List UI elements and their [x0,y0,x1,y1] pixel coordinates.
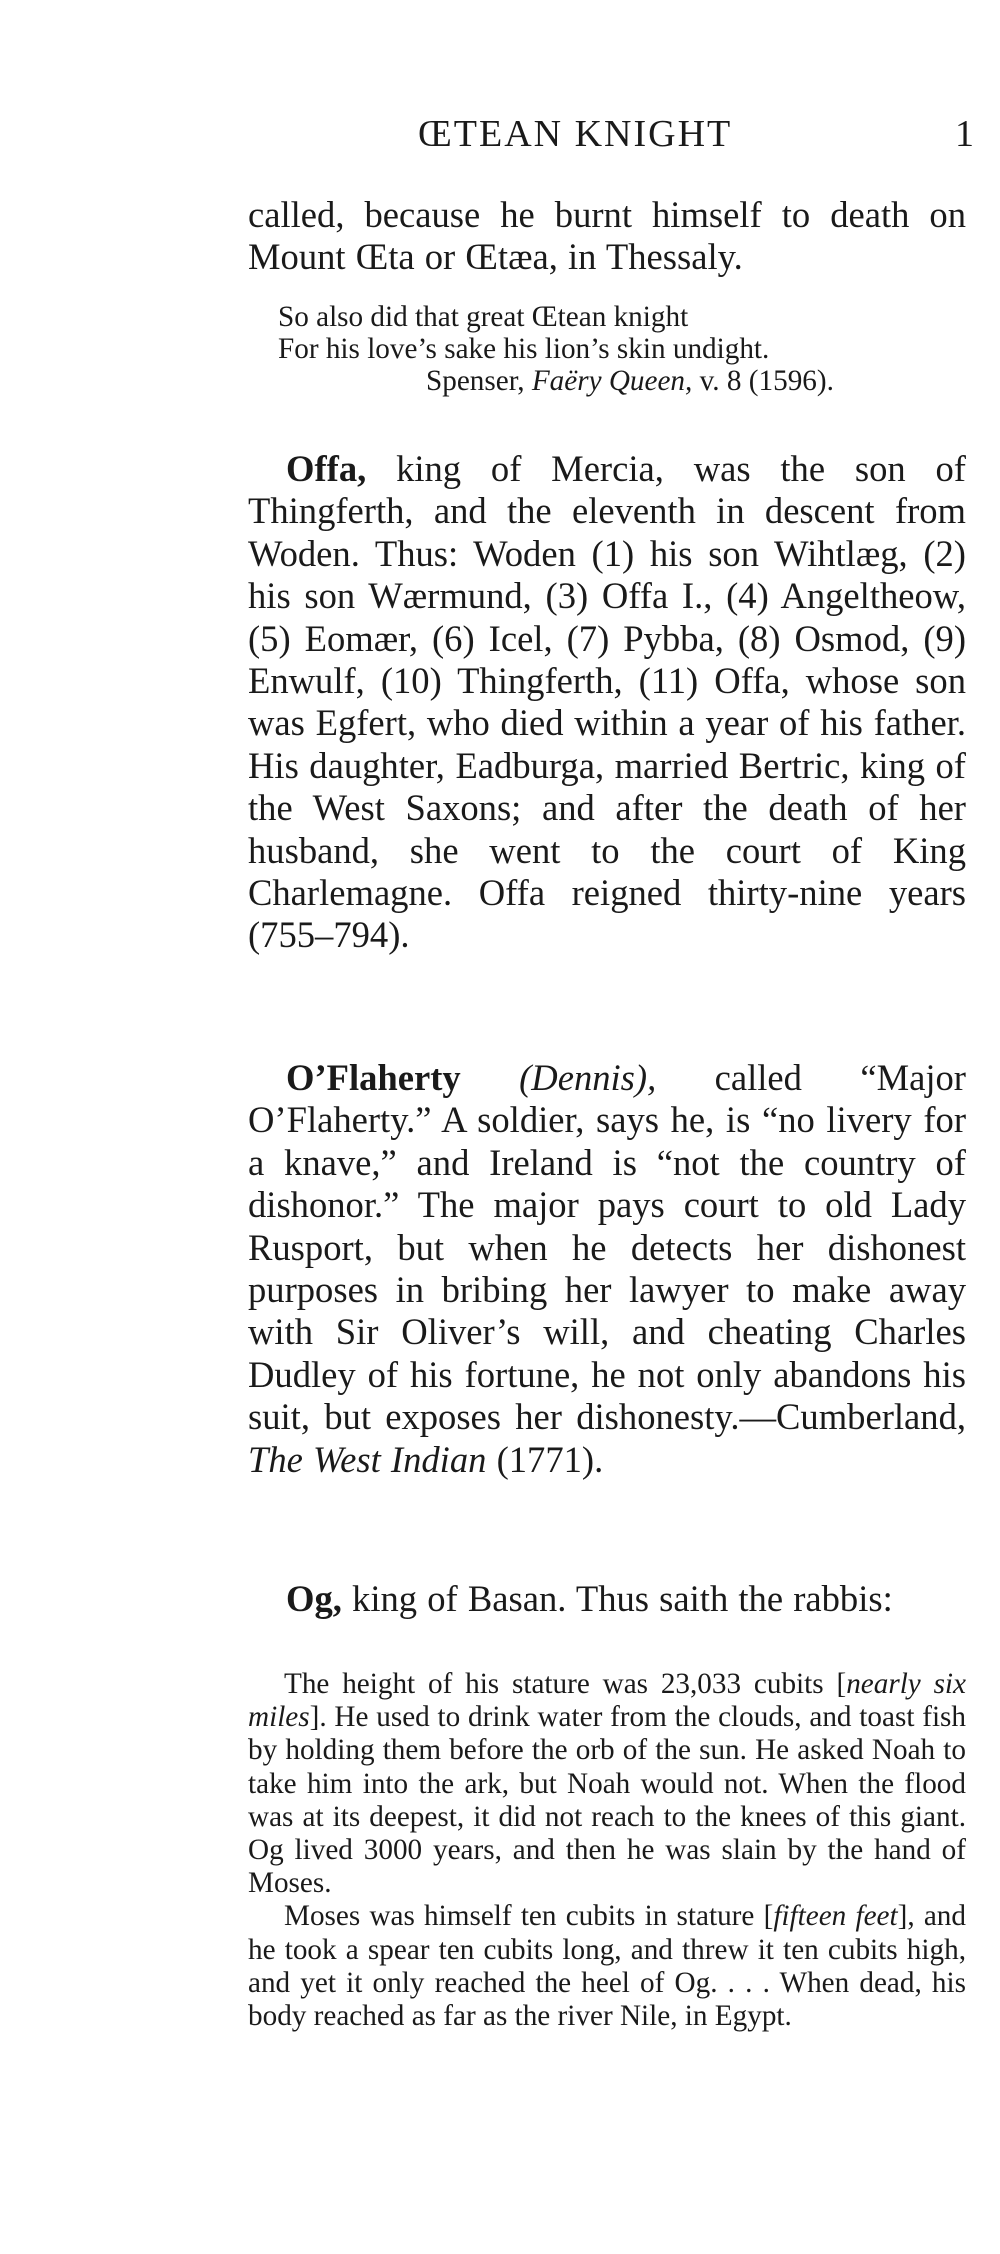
offa-paragraph [248,448,966,957]
og-quote-1-italic: nearly six miles [248,1668,966,1734]
quote-citation [248,365,966,397]
oflaherty-text: called “Major O’Flaherty.” A soldier, says he, is “no livery for a knave,” and Ireland is “not the country of dishonor.” The major pays court to old Lady Rusport, but when he detects her dishonest purposes in bribing her lawyer to make away with Sir Oliver’s will, and cheating Charles Dudley of his fortune, he not only abandons his suit, but exposes her dishonesty.—Cumberland, [248,1057,966,1438]
og-headword: Og, [286,1578,342,1619]
offa-text: king of Mercia, was the son of Thingferth, and the eleventh in descent from Woden. Thus: Woden (1) his son Wihtlæg, (2) his son Wærmund, (3) Offa I., (4) Angeltheow, (5) Eomær, (6) Icel, (7) Pybba, (8) Osmod, (9) Enwulf, (10) Thingferth, (11) Offa, whose son was Egfert, who died within a year of his father. His daughter, Eadburga, married Bertric, king of the West Saxons; and after the death of her husband, she went to the court of King Charlemagne. Offa reigned thirty-nine years (755–794). [248,448,966,956]
page-number: 1 [955,113,976,155]
oflaherty-year: (1771). [496,1438,604,1480]
citation-work: Faëry Queen, [531,365,693,397]
offa-headword: Offa, [286,448,367,489]
quote-line-1: So also did that great Œtean knight [278,301,689,333]
og-paragraph [248,1578,966,1620]
intro-paragraph [248,194,966,279]
og-quote-1a: The height of his stature was 23,033 cubits [ [284,1668,847,1700]
og-quote-paragraph-2 [248,1900,966,2033]
og-quote-1b: ]. He used to drink water from the clouds, and toast fish by holding them before the orb of the sun. He asked Noah to take him into the ark, but Noah would not. When the flood was at its deepest, it did not reach to the knees of this giant. Og lived 3000 years, and then he was slain by the hand of Moses. [248,1701,966,1900]
oflaherty-paragraph [248,1057,966,1481]
intro-text: called, because he burnt himself to death on Mount Œta or Œtæa, in Thessaly. [248,194,966,278]
entry-offa [248,448,966,957]
citation-author: Spenser, [426,365,525,397]
quote-line-2: For his love’s sake his lion’s skin undight. [278,333,770,365]
oflaherty-work: The West Indian [248,1438,487,1480]
og-quote-paragraph-1 [248,1668,966,1900]
citation-ref: v. 8 (1596). [699,365,834,397]
entry-og [248,1578,966,1620]
og-quote-2-italic: fifteen feet [773,1900,898,1933]
entry-oflaherty [248,1057,966,1481]
og-text: king of Basan. Thus saith the rabbis: [352,1578,893,1619]
oflaherty-headword: O’Flaherty [286,1057,461,1098]
header-title: ŒTEAN KNIGHT [418,113,733,155]
oflaherty-qualifier: (Dennis), [519,1057,657,1098]
spenser-quotation [248,301,966,397]
running-header [248,112,976,160]
og-quote-2a: Moses was himself ten cubits in stature [ [284,1900,774,1933]
og-quote-2b: ], and he took a spear ten cubits long, and threw it ten cubits high, and yet it only reached the heel of Og. . . . When dead, his body reached as far as the river Nile, in Egypt. [248,1900,966,2033]
og-rabbinic-quotation [248,1668,966,2033]
